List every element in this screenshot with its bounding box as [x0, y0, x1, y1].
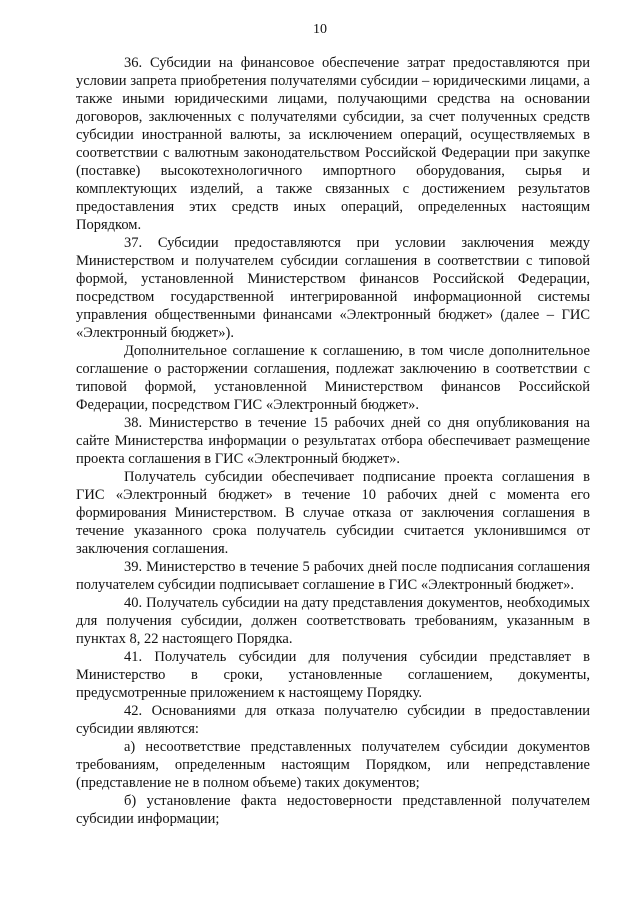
- document-body: [76, 54, 590, 828]
- paragraph-42: 42. Основаниями для отказа получателю субсидии в предоставлении субсидии являются:: [76, 703, 590, 737]
- paragraph-38-recipient: Получатель субсидии обеспечивает подписание проекта соглашения в ГИС «Электронный бюджет» в течение 10 рабочих дней с момента его формирования Министерством. В случае отказа от заключения соглашения в течение указанного срока получатель субсидии считается уклонившимся от заключения соглашения.: [76, 469, 590, 557]
- paragraph-42-b: б) установление факта недостоверности представленной получателем субсидии информации;: [76, 793, 590, 827]
- paragraph-37-additional: Дополнительное соглашение к соглашению, в том числе дополнительное соглашение о расторжении соглашения, подлежат заключению в соответствии с типовой формой, установленной Министерством финансов Российской Федерации, посредством ГИС «Электронный бюджет».: [76, 343, 590, 413]
- paragraph-41: 41. Получатель субсидии для получения субсидии представляет в Министерство в сроки, установленные соглашением, документы, предусмотренные приложением к настоящему Порядку.: [76, 649, 590, 701]
- paragraph-40: 40. Получатель субсидии на дату представления документов, необходимых для получения субсидии, должен соответствовать требованиям, указанным в пунктах 8, 22 настоящего Порядка.: [76, 595, 590, 647]
- page-number: 10: [313, 22, 327, 37]
- paragraph-37: 37. Субсидии предоставляются при условии заключения между Министерством и получателем субсидии соглашения в соответствии с типовой формой, установленной Министерством финансов Российской Федерации, посредством государственной интегрированной информационной системы управления общественными финансами «Электронный бюджет» (далее – ГИС «Электронный бюджет»).: [76, 235, 590, 341]
- paragraph-36: 36. Субсидии на финансовое обеспечение затрат предоставляются при условии запрета приобретения получателями субсидии – юридическими лицами, а также иными юридическими лицами, получающими средства на основании договоров, заключенных с получателями субсидии, за счет полученных средств субсидии иностранной валюты, за исключением операций, осуществляемых в соответствии с валютным законодательством Российской Федерации при закупке (поставке) высокотехнологичного импортного оборудования, сырья и комплектующих изделий, а также связанных с достижением результатов предоставления этих средств иных операций, определенных настоящим Порядком.: [76, 55, 590, 233]
- paragraph-38: 38. Министерство в течение 15 рабочих дней со дня опубликования на сайте Министерства информации о результатах отбора обеспечивает размещение проекта соглашения в ГИС «Электронный бюджет».: [76, 415, 590, 467]
- paragraph-42-a: а) несоответствие представленных получателем субсидии документов требованиям, определенным настоящим Порядком, или непредставление (представление не в полном объеме) таких документов;: [76, 739, 590, 791]
- paragraph-39: 39. Министерство в течение 5 рабочих дней после подписания соглашения получателем субсидии подписывает соглашение в ГИС «Электронный бюджет».: [76, 559, 590, 593]
